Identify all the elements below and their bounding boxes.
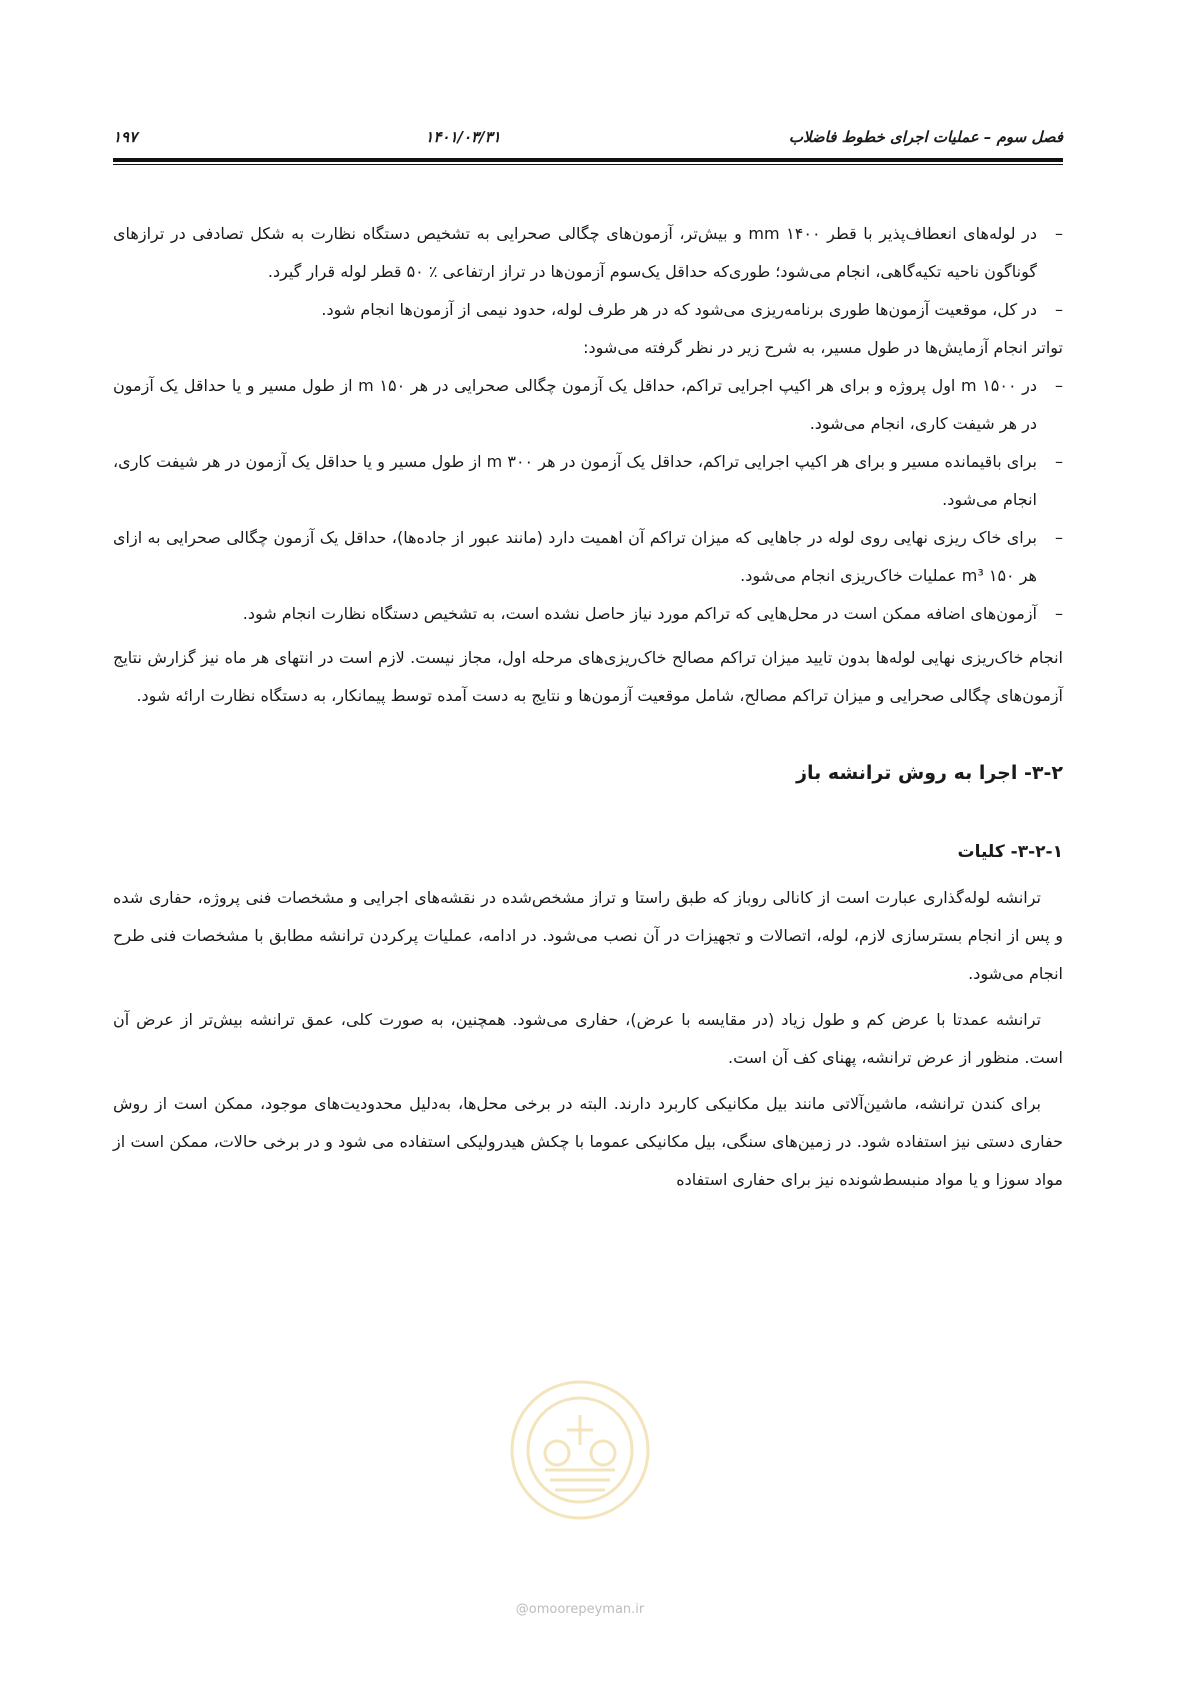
bullet-item	[113, 291, 1063, 329]
page-number: ۱۹۷	[113, 128, 138, 146]
body-paragraph: ترانشه عمدتا با عرض کم و طول زیاد (در مقایسه با عرض)، حفاری می‌شود. همچنین، به صورت کلی، عمق ترانشه بیش‌تر از عرض آن است. منظور از عرض ترانشه، پهنای کف آن است.	[113, 1010, 1063, 1067]
page-body	[113, 215, 1063, 1199]
bullet-text: در ۱۵۰۰ m اول پروژه و برای هر اکیپ اجرایی تراکم، حداقل یک آزمون چگالی صحرایی در هر ۱۵۰ m از طول مسیر و یا حداقل یک آزمون در هر شیفت کاری، انجام می‌شود.	[113, 376, 1038, 433]
body-paragraph: برای کندن ترانشه، ماشین‌آلاتی مانند بیل مکانیکی کاربرد دارند. البته در برخی محل‌ها، به‌دلیل محدودیت‌های موجود، ممکن است از روش حفاری دستی نیز استفاده شود. در زمین‌های سنگی، بیل مکانیکی عموما با چکش هیدرولیکی استفاده می شود و در برخی حالات، ممکن است از مواد سوزا و یا مواد منبسط‌شونده نیز برای حفاری استفاده	[113, 1094, 1063, 1189]
dash-marker: –	[1055, 604, 1063, 623]
chapter-title: فصل سوم – عملیات اجرای خطوط فاضلاب	[788, 128, 1063, 146]
bullet-text: برای خاک ریزی نهایی روی لوله در جاهایی که میزان تراکم آن اهمیت دارد (مانند عبور از جاده‌ها)، حداقل یک آزمون چگالی صحرایی به ازای هر ۱۵۰ m³ عملیات خاک‌ریزی انجام می‌شود.	[113, 528, 1037, 585]
bullet-text: برای باقیمانده مسیر و برای هر اکیپ اجرایی تراکم، حداقل یک آزمون در هر ۳۰۰ m از طول مسیر و یا حداقل یک آزمون در هر شیفت کاری، انجام می‌شود.	[113, 452, 1037, 509]
header-rule-thick	[113, 158, 1063, 162]
bullet-item	[113, 215, 1063, 291]
frequency-intro: تواتر انجام آزمایش‌ها در طول مسیر، به شرح زیر در نظر گرفته می‌شود:	[583, 338, 1063, 357]
watermark-seal-icon	[505, 1375, 655, 1525]
bullet-item	[113, 367, 1063, 443]
bullet-item	[113, 519, 1063, 595]
bullet-text: آزمون‌های اضافه ممکن است در محل‌هایی که تراکم مورد نیاز حاصل نشده است، به تشخیص دستگاه نظارت انجام شود.	[242, 604, 1037, 623]
bullet-item	[113, 595, 1063, 633]
bullet-text: در کل، موقعیت آزمون‌ها طوری برنامه‌ریزی می‌شود که در هر طرف لوله، حدود نیمی از آزمون‌ها انجام شود.	[321, 300, 1037, 319]
dash-marker: –	[1055, 376, 1063, 395]
dash-marker: –	[1055, 452, 1063, 471]
dash-marker: –	[1055, 528, 1063, 547]
dash-marker: –	[1055, 224, 1063, 243]
body-paragraph: ترانشه لوله‌گذاری عبارت است از کانالی روباز که طبق راستا و تراز مشخص‌شده در نقشه‌های اجرایی و مشخصات فنی پروژه، حفاری شده و پس از انجام بسترسازی لازم، لوله، اتصالات و تجهیزات در آن نصب می‌شود. در ادامه، عملیات پرکردن ترانشه مطابق با مشخصات فنی طرح انجام می‌شود.	[113, 888, 1063, 983]
subsection-heading: ۳-۲-۱- کلیات	[957, 842, 1063, 862]
bullet-text: در لوله‌های انعطاف‌پذیر با قطر ۱۴۰۰ mm و بیش‌تر، آزمون‌های چگالی صحرایی به تشخیص دستگاه نظارت به شکل تصادفی در ترازهای گوناگون ناحیه تکیه‌گاهی، انجام می‌شود؛ طوری‌که حداقل یک‌سوم آزمون‌ها در تراز ارتفاعی ٪ ۵۰ قطر لوله قرار گیرد.	[113, 224, 1037, 281]
header-date: ۱۴۰۱/۰۳/۳۱	[425, 128, 501, 146]
dash-marker: –	[1055, 300, 1063, 319]
bullet-item	[113, 443, 1063, 519]
page-header	[113, 126, 1063, 148]
watermark-text: @omoorepeyman.ir	[515, 1602, 645, 1617]
header-rule-thin	[113, 164, 1063, 165]
section-heading: ۳-۲- اجرا به روش ترانشه باز	[796, 762, 1063, 784]
closing-paragraph: انجام خاک‌ریزی نهایی لوله‌ها بدون تایید میزان تراکم مصالح خاک‌ریزی‌های مرحله اول، مجاز نیست. لازم است در انتهای هر ماه نیز گزارش نتایج آزمون‌های چگالی صحرایی و میزان تراکم مصالح، شامل موقعیت آزمون‌ها و نتایج به دست آمده توسط پیمانکار، به دستگاه نظارت ارائه شود.	[113, 648, 1063, 705]
